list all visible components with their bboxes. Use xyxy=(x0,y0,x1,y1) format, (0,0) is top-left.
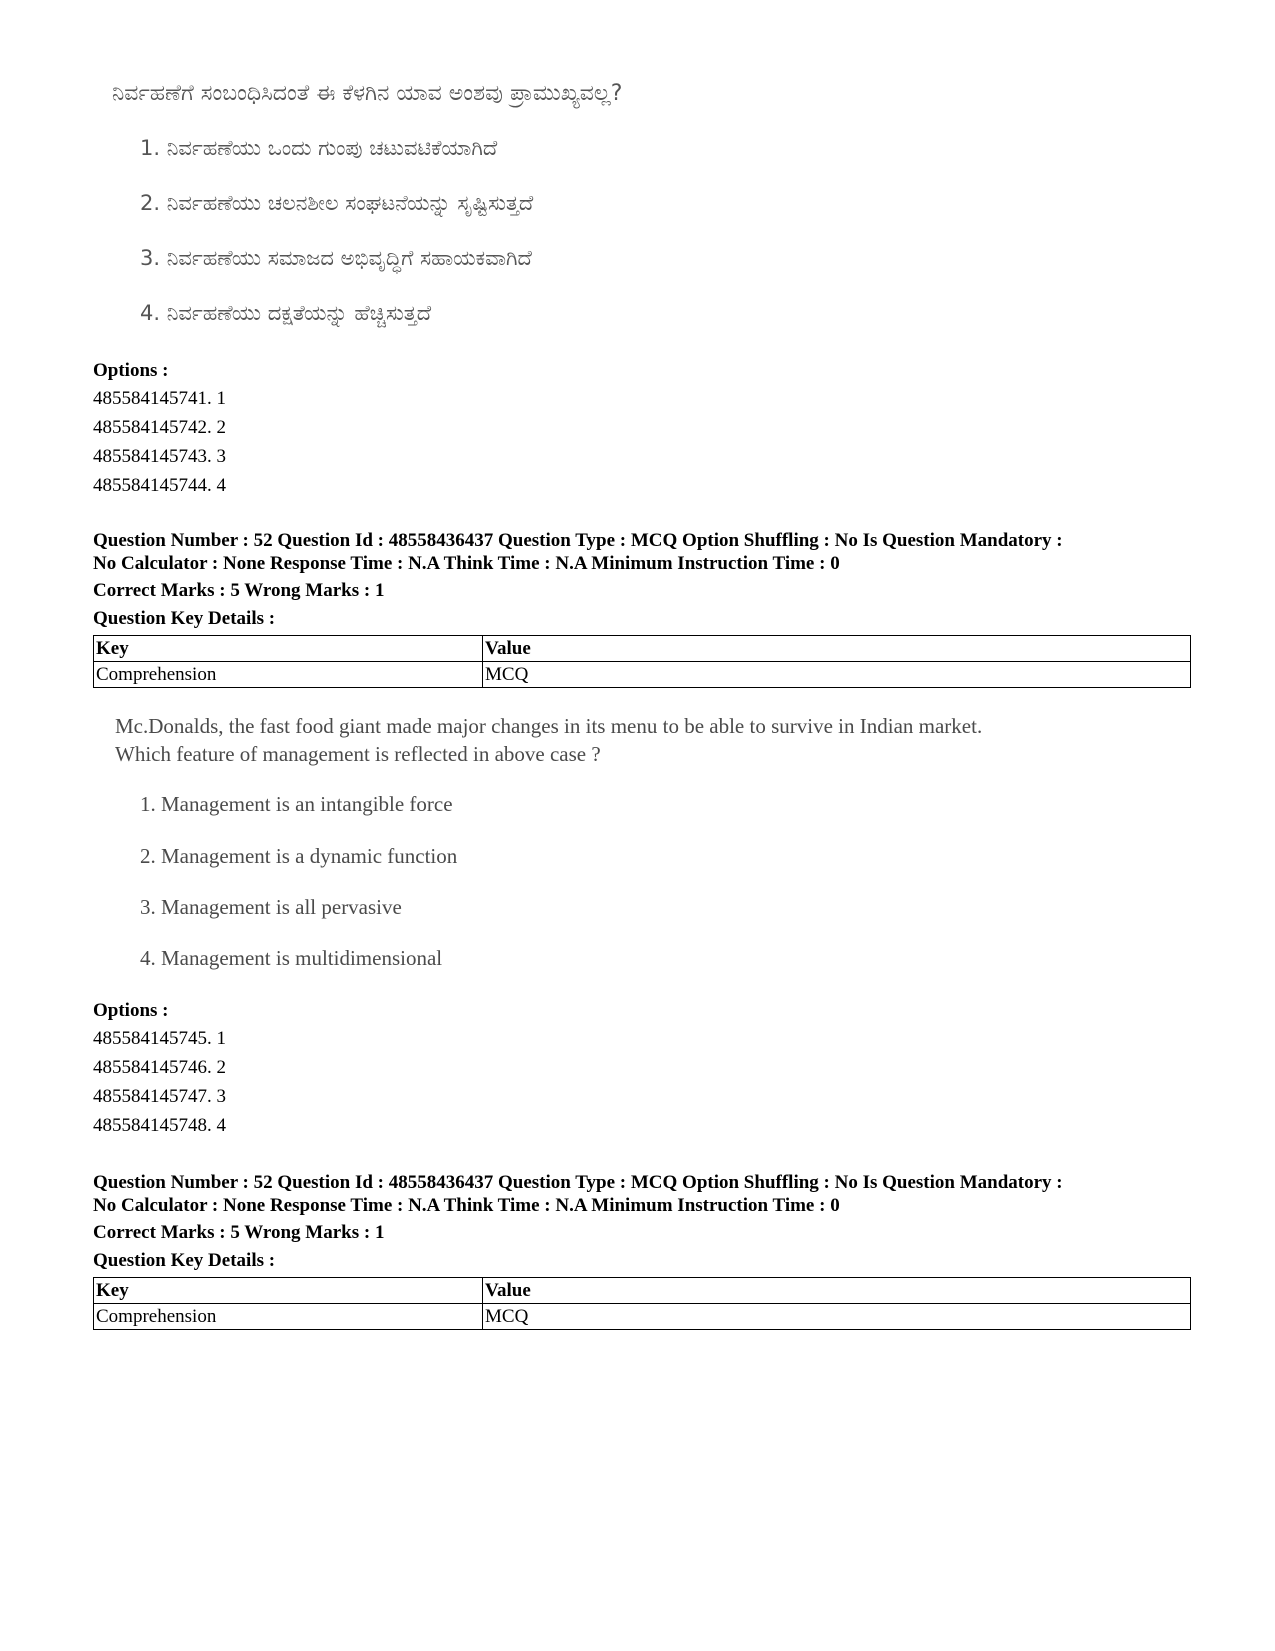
marks-line: Correct Marks : 5 Wrong Marks : 1 xyxy=(93,1222,385,1243)
options-list xyxy=(93,384,226,500)
option-item: 485584145744. 4 xyxy=(93,475,226,496)
header-value: Value xyxy=(483,636,1191,662)
question-text-line2: Which feature of management is reflected in above case ? xyxy=(115,742,601,766)
cell-value: MCQ xyxy=(483,662,1191,688)
meta-line: Question Number : 52 Question Id : 48558436437 Question Type : MCQ Option Shuffling : No Is Question Mandatory : xyxy=(93,1172,1063,1193)
option-item: 485584145746. 2 xyxy=(93,1057,226,1078)
meta-line: No Calculator : None Response Time : N.A Think Time : N.A Minimum Instruction Time : 0 xyxy=(93,553,840,574)
table-header-row xyxy=(94,636,1191,662)
cell-key: Comprehension xyxy=(94,662,483,688)
meta-line: Question Number : 52 Question Id : 48558436437 Question Type : MCQ Option Shuffling : No Is Question Mandatory : xyxy=(93,530,1063,551)
table-header-row xyxy=(94,1278,1191,1304)
cell-key: Comprehension xyxy=(94,1304,483,1330)
key-details-table xyxy=(93,635,1191,688)
option-item: 485584145745. 1 xyxy=(93,1028,226,1049)
option-item: 485584145743. 3 xyxy=(93,446,226,467)
kannada-question-image xyxy=(112,80,912,340)
choice-4: 4. Management is multidimensional xyxy=(140,946,443,970)
table-row xyxy=(94,662,1191,688)
option-item: 485584145741. 1 xyxy=(93,388,226,409)
option-item: 485584145747. 3 xyxy=(93,1086,226,1107)
question-meta xyxy=(93,1171,1193,1217)
option-item: 485584145742. 2 xyxy=(93,417,226,438)
choice-3: 3. Management is all pervasive xyxy=(140,895,402,919)
question-text: ನಿರ್ವಹಣೆಗೆ ಸಂಬಂಧಿಸಿದಂತೆ ಈ ಕೆಳಗಿನ ಯಾವ ಅಂಶವು ಪ್ರಾಮುಖ್ಯವಲ್ಲ? xyxy=(112,81,623,106)
header-key: Key xyxy=(94,1278,483,1304)
options-heading: Options : xyxy=(93,360,169,381)
choice-1: 1. Management is an intangible force xyxy=(140,792,453,816)
meta-line: No Calculator : None Response Time : N.A Think Time : N.A Minimum Instruction Time : 0 xyxy=(93,1195,840,1216)
cell-value: MCQ xyxy=(483,1304,1191,1330)
key-details-table xyxy=(93,1277,1191,1330)
choice-2: 2. Management is a dynamic function xyxy=(140,844,458,868)
header-value: Value xyxy=(483,1278,1191,1304)
choice-3: 3. ನಿರ್ವಹಣೆಯು ಸಮಾಜದ ಅಭಿವೃದ್ಧಿಗೆ ಸಹಾಯಕವಾಗಿದೆ xyxy=(140,246,532,270)
option-item: 485584145748. 4 xyxy=(93,1115,226,1136)
table-row xyxy=(94,1304,1191,1330)
choice-2: 2. ನಿರ್ವಹಣೆಯು ಚಲನಶೀಲ ಸಂಘಟನೆಯನ್ನು ಸೃಷ್ಟಿಸುತ್ತದೆ xyxy=(140,191,534,215)
header-key: Key xyxy=(94,636,483,662)
question-text-line1: Mc.Donalds, the fast food giant made major changes in its menu to be able to survive in Indian market. xyxy=(115,714,983,738)
options-list xyxy=(93,1024,226,1140)
question-meta xyxy=(93,529,1193,575)
options-heading: Options : xyxy=(93,1000,169,1021)
choice-1: 1. ನಿರ್ವಹಣೆಯು ಒಂದು ಗುಂಪು ಚಟುವಟಿಕೆಯಾಗಿದೆ xyxy=(140,136,498,160)
choice-4: 4. ನಿರ್ವಹಣೆಯು ದಕ್ಷತೆಯನ್ನು ಹೆಚ್ಚಿಸುತ್ತದೆ xyxy=(140,301,432,325)
key-details-heading: Question Key Details : xyxy=(93,1250,276,1271)
english-question-image xyxy=(115,712,1075,977)
key-details-heading: Question Key Details : xyxy=(93,608,276,629)
marks-line: Correct Marks : 5 Wrong Marks : 1 xyxy=(93,580,385,601)
